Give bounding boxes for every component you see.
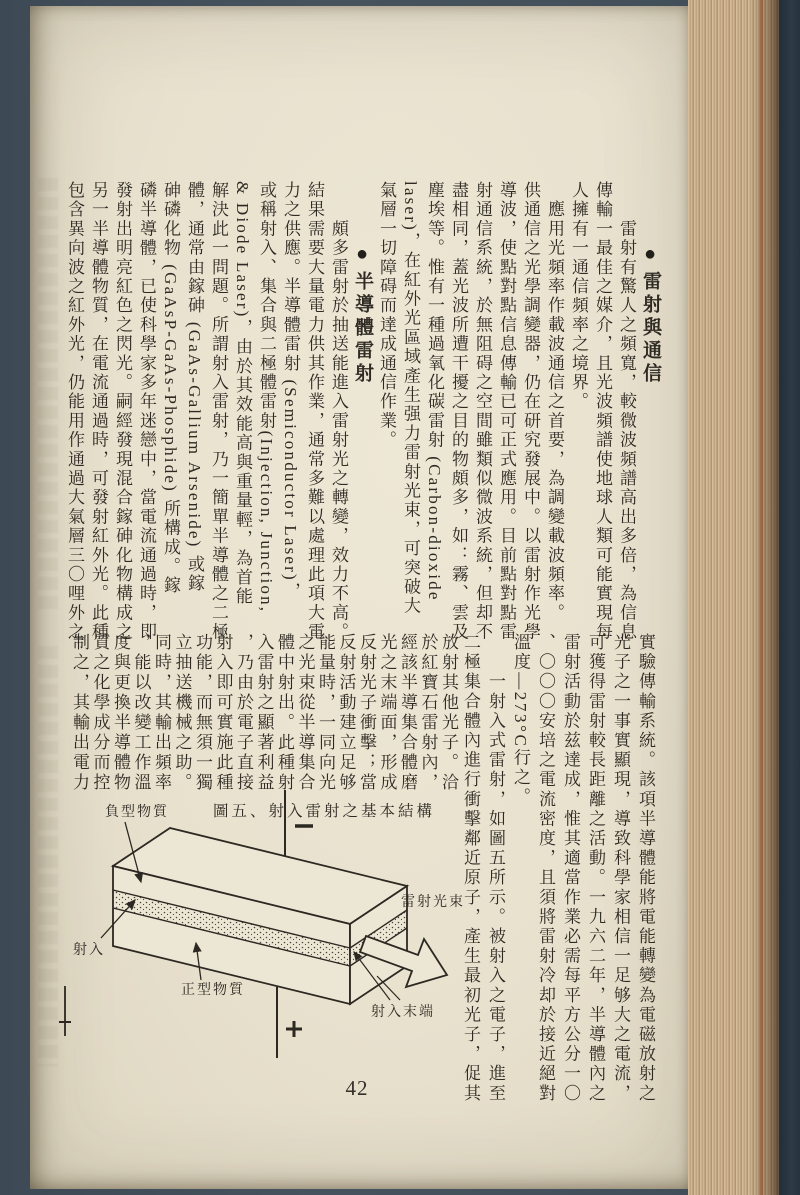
text-column: 經該半導集合體磨: [398, 633, 417, 793]
text-column: 之光束從半導集合: [295, 633, 315, 793]
figure-label-injection-end: 射入末端: [371, 1005, 435, 1020]
text-column: 溫度—273°C行之。: [511, 633, 530, 808]
text-column: 實驗傳輸系統。該項半導體能將電能轉變為電磁放射之: [636, 633, 655, 1104]
text-column: 功能，而無須一獨: [193, 633, 212, 793]
text-column: 入雷射之顯著利益: [254, 633, 274, 793]
text-column: 體，通常由鎵砷 (GaAs-Gallium Arsenide) 或鎵: [185, 181, 204, 594]
text-column: 雷射有驚人之頻寬，較微波頻譜高出多倍，為信息: [617, 181, 636, 642]
text-column: 傳輸一最佳之媒介，且光波頻譜使地球人類可能實現每: [593, 181, 612, 642]
section-title-text: 雷射與通信: [640, 271, 661, 386]
text-column: 二極集合體內進行衝擊鄰近原子，產生最初光子，促其: [461, 633, 480, 1104]
section-title-laser-and-communication: [638, 181, 662, 629]
text-column: 導波，使點對點信息傳輸已可正式應用。目前點對點雷: [497, 181, 516, 642]
figure-label-positive-material: 正型物質: [181, 983, 245, 998]
text-column: ，能以改變工作溫: [131, 633, 151, 793]
text-column: 應用光頻率作載波通信之首要，為調變載波頻率。: [545, 181, 564, 623]
text-column: 射通信系統，於無阻碍之空間雖類似微波系統，但却不: [473, 181, 492, 642]
text-column: 磷半導體，已使科學家多年迷戀中，當電流通過時，即: [137, 181, 156, 642]
text-column: 制之，其輸出電力: [70, 633, 89, 793]
text-column: 人擁有一通信頻率之境界。: [569, 181, 588, 412]
figure-label-laser-beam: 雷射光束: [401, 895, 465, 910]
text-column: 光子之一事實顯現，導致科學家相信一足够大之電流，: [611, 633, 630, 1104]
figure-label-negative-material: 負型物質: [105, 805, 169, 820]
text-column: 供通信之光學調變器，仍在研究發展中。以雷射作光學: [521, 181, 540, 642]
text-column: 立抽送機械之助。: [172, 633, 192, 793]
text-column: laser)，在紅外光區域產生强力雷射光束，可突破大: [401, 181, 420, 616]
text-column: 可獲得雷射較長距離之活動。一九六二年，半導體內之: [586, 633, 605, 1104]
text-column: 解決此一問題。所謂射入雷射，乃一簡單半導體之二極: [209, 181, 228, 642]
section-bullet-icon: ●: [639, 243, 661, 265]
plus-electrode: [277, 987, 302, 1058]
text-column: 反射光子衝擊；當: [357, 633, 376, 793]
text-column: 盡相同，蓋光波所遭干擾之目的物頗多，如：霧、雲及: [449, 181, 468, 642]
text-column: 頗多雷射於抽送能進入雷射光之轉變，效力不高。: [329, 181, 348, 642]
text-column: 砷磷化物 (GaAsP-GaAs-Phosphide) 所構成。鎵: [161, 181, 180, 596]
lower-text-block-short: [66, 633, 458, 807]
text-column: 一射入式雷射，如圖五所示。被射入之電子，進至: [486, 633, 505, 1104]
upper-text-block: [52, 181, 662, 642]
text-column: 光之末端面，形成: [377, 633, 397, 793]
figure-five-injection-laser: [55, 786, 469, 1082]
text-column: ，乃由於電子直接: [234, 633, 253, 793]
book-page: [30, 6, 688, 1189]
text-column: 射入即可實施此種: [213, 633, 233, 793]
book-cover-right: [779, 0, 800, 1195]
text-column: 、〇〇〇安培之電流密度，且須將雷射冷却於接近絕對: [536, 633, 555, 1104]
text-column: 氣層一切障碍而達成通信作業。: [377, 181, 396, 450]
text-column: 結果需要大量電力供其作業，通常多難以處理此項大電: [305, 181, 324, 642]
text-column: 放射其他光子。洽: [439, 633, 458, 793]
text-column: & Diode Laser)，由於其效能高與重量輕，為首能: [233, 181, 252, 607]
text-column: 力之供應。半導體雷射 (Semiconductor Laser)，: [281, 181, 300, 602]
figure-drawing: [55, 786, 469, 1082]
text-column: 另一半導體物質，在電流通過時，可發射紅外光。此種: [89, 181, 108, 642]
text-column: 度與更換半導體物: [111, 633, 130, 793]
text-column: 或稱射入、集合與二極體雷射(Injection, Junction,: [257, 181, 276, 614]
text-column: 能量時，一同向光: [316, 633, 335, 793]
page-number: 42: [345, 1076, 369, 1100]
text-column: 體中射出。此種射: [275, 633, 294, 793]
section-bullet-icon: ●: [351, 243, 373, 265]
text-column: 塵埃等。惟有一種過氧化碳雷射 (Carbon-dioxide: [425, 181, 444, 602]
section-title-semiconductor-laser: [350, 181, 374, 629]
text-column: 包含異向波之紅外光，仍能用作通過大氣層三〇哩外之: [65, 181, 84, 642]
page-edges: [688, 0, 779, 1195]
figure-caption: 圖五、射入雷射之基本結構: [213, 803, 436, 820]
left-electrode-stub: [59, 986, 71, 1036]
text-column: 反射活動建立足够: [336, 633, 356, 793]
text-column: 於紅寶石雷射內，: [418, 633, 438, 793]
text-column: 質之化學成分而控: [90, 633, 110, 793]
lower-text-block-full: [453, 633, 658, 1104]
text-column: 雷射活動於兹達成，惟其適當作業必需每平方公分一〇: [561, 633, 580, 1104]
text-column: 同時，其輸出頻率: [152, 633, 171, 793]
figure-label-injection: 射入: [73, 943, 105, 958]
section-title-text: 半導體雷射: [352, 271, 373, 386]
text-column: 發射出明亮紅色之閃光。嗣經發現混合鎵砷化物構成之: [113, 181, 132, 642]
